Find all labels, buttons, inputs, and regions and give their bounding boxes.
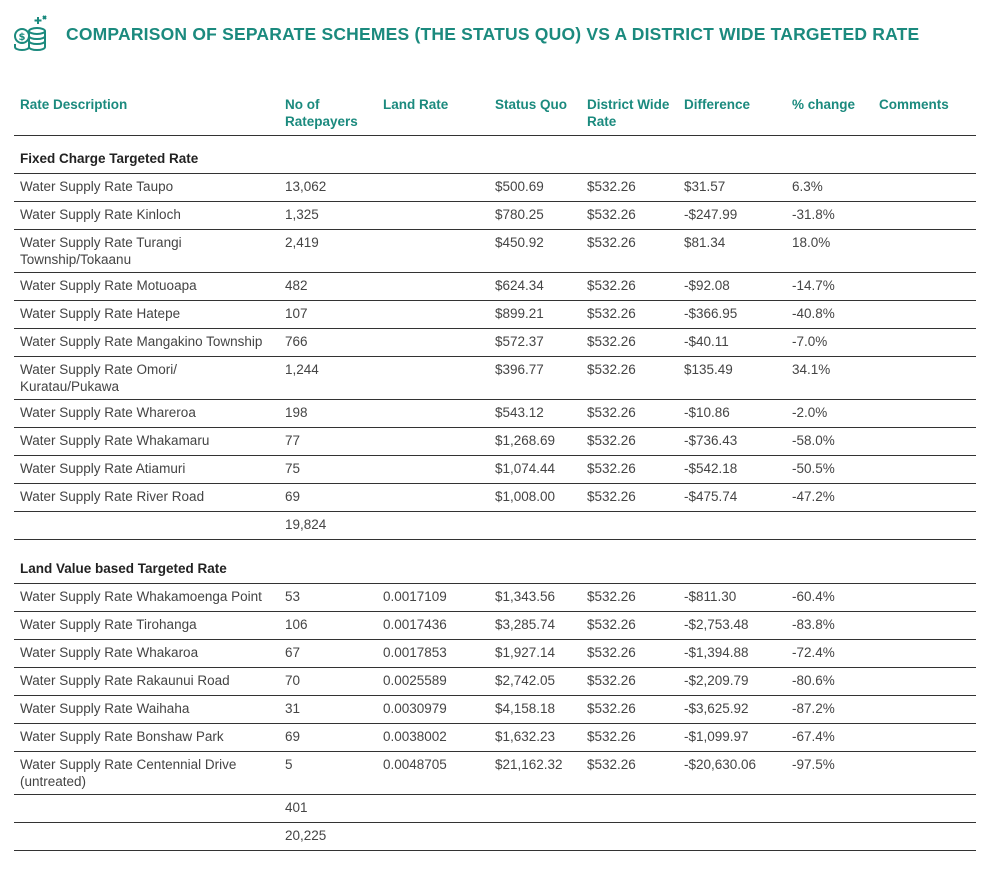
- table-cell: 70: [279, 668, 377, 696]
- table-cell: -$542.18: [678, 456, 786, 484]
- table-cell: $624.34: [489, 273, 581, 301]
- table-cell: $2,742.05: [489, 668, 581, 696]
- table-cell: 0.0030979: [377, 696, 489, 724]
- column-header: % change: [786, 94, 873, 136]
- table-cell: [873, 456, 976, 484]
- table-cell: [489, 823, 581, 851]
- table-cell: -97.5%: [786, 752, 873, 795]
- table-cell: -50.5%: [786, 456, 873, 484]
- table-cell: 482: [279, 273, 377, 301]
- table-cell: $532.26: [581, 273, 678, 301]
- table-cell: Water Supply Rate Waihaha: [14, 696, 279, 724]
- table-cell: [873, 230, 976, 273]
- table-cell: [873, 174, 976, 202]
- table-cell: [678, 512, 786, 540]
- table-cell: [873, 584, 976, 612]
- table-cell: -$1,394.88: [678, 640, 786, 668]
- table-cell: 107: [279, 301, 377, 329]
- table-cell: 5: [279, 752, 377, 795]
- table-cell: $1,927.14: [489, 640, 581, 668]
- table-cell: [873, 640, 976, 668]
- table-cell: 2,419: [279, 230, 377, 273]
- table-cell: [377, 400, 489, 428]
- subtotal-value: 19,824: [279, 512, 377, 540]
- subtotal-row: [14, 512, 976, 540]
- grand-total-row: [14, 823, 976, 851]
- table-cell: [14, 795, 279, 823]
- table-cell: 69: [279, 724, 377, 752]
- table-cell: $532.26: [581, 752, 678, 795]
- table-cell: Water Supply Rate Whareroa: [14, 400, 279, 428]
- table-cell: $532.26: [581, 724, 678, 752]
- table-cell: -$366.95: [678, 301, 786, 329]
- table-cell: [377, 202, 489, 230]
- page-header: [10, 12, 975, 56]
- table-row: [14, 230, 976, 273]
- table-cell: [873, 512, 976, 540]
- table-row: [14, 696, 976, 724]
- section-title: Land Value based Targeted Rate: [14, 540, 976, 584]
- table-cell: $532.26: [581, 301, 678, 329]
- column-header: Status Quo: [489, 94, 581, 136]
- table-cell: Water Supply Rate River Road: [14, 484, 279, 512]
- table-cell: Water Supply Rate Rakaunui Road: [14, 668, 279, 696]
- table-cell: -$10.86: [678, 400, 786, 428]
- table-cell: 0.0017109: [377, 584, 489, 612]
- table-cell: $81.34: [678, 230, 786, 273]
- table-cell: [678, 823, 786, 851]
- table-cell: 13,062: [279, 174, 377, 202]
- table-cell: $532.26: [581, 357, 678, 400]
- table-cell: -$247.99: [678, 202, 786, 230]
- table-cell: -40.8%: [786, 301, 873, 329]
- column-header: District Wide Rate: [581, 94, 678, 136]
- table-cell: -14.7%: [786, 273, 873, 301]
- table-cell: 1,325: [279, 202, 377, 230]
- table-cell: 1,244: [279, 357, 377, 400]
- table-cell: [377, 273, 489, 301]
- column-header: Rate Description: [14, 94, 279, 136]
- table-cell: [873, 752, 976, 795]
- table-cell: $532.26: [581, 584, 678, 612]
- table-cell: -2.0%: [786, 400, 873, 428]
- table-cell: [873, 357, 976, 400]
- table-cell: $3,285.74: [489, 612, 581, 640]
- table-cell: Water Supply Rate Motuoapa: [14, 273, 279, 301]
- table-cell: Water Supply Rate Whakaroa: [14, 640, 279, 668]
- column-header: Land Rate: [377, 94, 489, 136]
- section-heading-row: [14, 136, 976, 174]
- subtotal-value: 401: [279, 795, 377, 823]
- table-cell: [678, 795, 786, 823]
- table-cell: Water Supply Rate Whakamaru: [14, 428, 279, 456]
- table-cell: $21,162.32: [489, 752, 581, 795]
- table-row: [14, 612, 976, 640]
- table-row: [14, 329, 976, 357]
- table-cell: [377, 174, 489, 202]
- table-cell: Water Supply Rate Bonshaw Park: [14, 724, 279, 752]
- table-cell: [873, 668, 976, 696]
- table-row: [14, 202, 976, 230]
- table-cell: -$1,099.97: [678, 724, 786, 752]
- table-cell: [873, 202, 976, 230]
- table-cell: -47.2%: [786, 484, 873, 512]
- table-cell: $532.26: [581, 640, 678, 668]
- table-cell: [14, 823, 279, 851]
- table-cell: -60.4%: [786, 584, 873, 612]
- table-cell: [377, 484, 489, 512]
- table-cell: [377, 357, 489, 400]
- section-title: Fixed Charge Targeted Rate: [14, 136, 976, 174]
- rates-comparison-table: [14, 94, 976, 851]
- table-row: [14, 273, 976, 301]
- table-cell: $532.26: [581, 428, 678, 456]
- table-cell: Water Supply Rate Hatepe: [14, 301, 279, 329]
- table-cell: Water Supply Rate Centennial Drive (untreated): [14, 752, 279, 795]
- table-cell: -$40.11: [678, 329, 786, 357]
- column-header: Difference: [678, 94, 786, 136]
- table-cell: [873, 301, 976, 329]
- table-cell: 77: [279, 428, 377, 456]
- table-cell: [581, 512, 678, 540]
- table-cell: 0.0025589: [377, 668, 489, 696]
- table-row: [14, 400, 976, 428]
- table-cell: [873, 400, 976, 428]
- table-row: [14, 428, 976, 456]
- table-cell: -$811.30: [678, 584, 786, 612]
- table-cell: $532.26: [581, 329, 678, 357]
- table-cell: [377, 230, 489, 273]
- table-cell: $532.26: [581, 456, 678, 484]
- table-cell: 766: [279, 329, 377, 357]
- table-cell: $532.26: [581, 668, 678, 696]
- table-cell: [873, 329, 976, 357]
- table-cell: 0.0038002: [377, 724, 489, 752]
- table-cell: -$2,209.79: [678, 668, 786, 696]
- table-row: [14, 484, 976, 512]
- table-cell: -7.0%: [786, 329, 873, 357]
- table-cell: Water Supply Rate Omori/ Kuratau/Pukawa: [14, 357, 279, 400]
- table-row: [14, 357, 976, 400]
- table-cell: [873, 612, 976, 640]
- table-cell: $1,268.69: [489, 428, 581, 456]
- table-cell: [873, 696, 976, 724]
- column-header: No of Ratepayers: [279, 94, 377, 136]
- table-cell: 18.0%: [786, 230, 873, 273]
- table-cell: 69: [279, 484, 377, 512]
- table-cell: -$20,630.06: [678, 752, 786, 795]
- table-cell: Water Supply Rate Turangi Township/Tokaanu: [14, 230, 279, 273]
- table-cell: $532.26: [581, 484, 678, 512]
- table-cell: 75: [279, 456, 377, 484]
- table-cell: -87.2%: [786, 696, 873, 724]
- table-cell: [873, 428, 976, 456]
- table-cell: -83.8%: [786, 612, 873, 640]
- table-cell: [873, 724, 976, 752]
- table-cell: Water Supply Rate Tirohanga: [14, 612, 279, 640]
- table-cell: [377, 512, 489, 540]
- table-cell: [786, 823, 873, 851]
- table-cell: [581, 823, 678, 851]
- grand-total-value: 20,225: [279, 823, 377, 851]
- table-row: [14, 301, 976, 329]
- table-cell: [581, 795, 678, 823]
- table-cell: [14, 512, 279, 540]
- table-cell: -$475.74: [678, 484, 786, 512]
- table-cell: [377, 301, 489, 329]
- table-cell: $899.21: [489, 301, 581, 329]
- table-cell: 67: [279, 640, 377, 668]
- table-cell: 53: [279, 584, 377, 612]
- table-cell: $532.26: [581, 230, 678, 273]
- table-cell: 0.0048705: [377, 752, 489, 795]
- table-cell: [786, 512, 873, 540]
- table-cell: $450.92: [489, 230, 581, 273]
- table-cell: $532.26: [581, 202, 678, 230]
- table-cell: [873, 273, 976, 301]
- table-cell: -$92.08: [678, 273, 786, 301]
- table-row: [14, 584, 976, 612]
- table-cell: -58.0%: [786, 428, 873, 456]
- table-cell: Water Supply Rate Mangakino Township: [14, 329, 279, 357]
- table-cell: [786, 795, 873, 823]
- table-cell: Water Supply Rate Taupo: [14, 174, 279, 202]
- table-cell: [873, 823, 976, 851]
- table-cell: $1,008.00: [489, 484, 581, 512]
- table-row: [14, 724, 976, 752]
- coins-calculator-icon: [10, 14, 50, 54]
- table-cell: 31: [279, 696, 377, 724]
- table-cell: -$736.43: [678, 428, 786, 456]
- table-cell: $532.26: [581, 612, 678, 640]
- table-cell: $1,343.56: [489, 584, 581, 612]
- table-cell: $532.26: [581, 696, 678, 724]
- table-cell: $396.77: [489, 357, 581, 400]
- table-row: [14, 668, 976, 696]
- table-row: [14, 174, 976, 202]
- table-row: [14, 752, 976, 795]
- table-cell: -31.8%: [786, 202, 873, 230]
- table-cell: $135.49: [678, 357, 786, 400]
- table-cell: -80.6%: [786, 668, 873, 696]
- table-cell: 34.1%: [786, 357, 873, 400]
- subtotal-row: [14, 795, 976, 823]
- table-cell: $1,074.44: [489, 456, 581, 484]
- table-cell: [873, 795, 976, 823]
- table-cell: [873, 484, 976, 512]
- table-cell: [377, 456, 489, 484]
- table-cell: 106: [279, 612, 377, 640]
- table-cell: 6.3%: [786, 174, 873, 202]
- table-cell: $31.57: [678, 174, 786, 202]
- table-cell: $532.26: [581, 174, 678, 202]
- table-cell: $1,632.23: [489, 724, 581, 752]
- table-cell: -$2,753.48: [678, 612, 786, 640]
- table-cell: [377, 428, 489, 456]
- table-cell: [377, 795, 489, 823]
- table-cell: $780.25: [489, 202, 581, 230]
- table-cell: 0.0017436: [377, 612, 489, 640]
- table-cell: [377, 329, 489, 357]
- table-cell: Water Supply Rate Kinloch: [14, 202, 279, 230]
- column-header: Comments: [873, 94, 976, 136]
- table-cell: $543.12: [489, 400, 581, 428]
- table-cell: -$3,625.92: [678, 696, 786, 724]
- table-cell: -72.4%: [786, 640, 873, 668]
- table-body: [14, 136, 976, 851]
- page-title: COMPARISON OF SEPARATE SCHEMES (THE STATUS QUO) VS A DISTRICT WIDE TARGETED RATE: [66, 23, 920, 44]
- table-cell: $500.69: [489, 174, 581, 202]
- table-cell: -67.4%: [786, 724, 873, 752]
- table-cell: 0.0017853: [377, 640, 489, 668]
- table-cell: 198: [279, 400, 377, 428]
- table-cell: [377, 823, 489, 851]
- table-row: [14, 456, 976, 484]
- section-heading-row: [14, 540, 976, 584]
- table-cell: $4,158.18: [489, 696, 581, 724]
- table-cell: $572.37: [489, 329, 581, 357]
- table-cell: Water Supply Rate Atiamuri: [14, 456, 279, 484]
- table-cell: Water Supply Rate Whakamoenga Point: [14, 584, 279, 612]
- svg-text:$: $: [18, 32, 26, 43]
- table-cell: [489, 795, 581, 823]
- table-header-row: [14, 94, 976, 136]
- table-row: [14, 640, 976, 668]
- table-cell: $532.26: [581, 400, 678, 428]
- table-cell: [489, 512, 581, 540]
